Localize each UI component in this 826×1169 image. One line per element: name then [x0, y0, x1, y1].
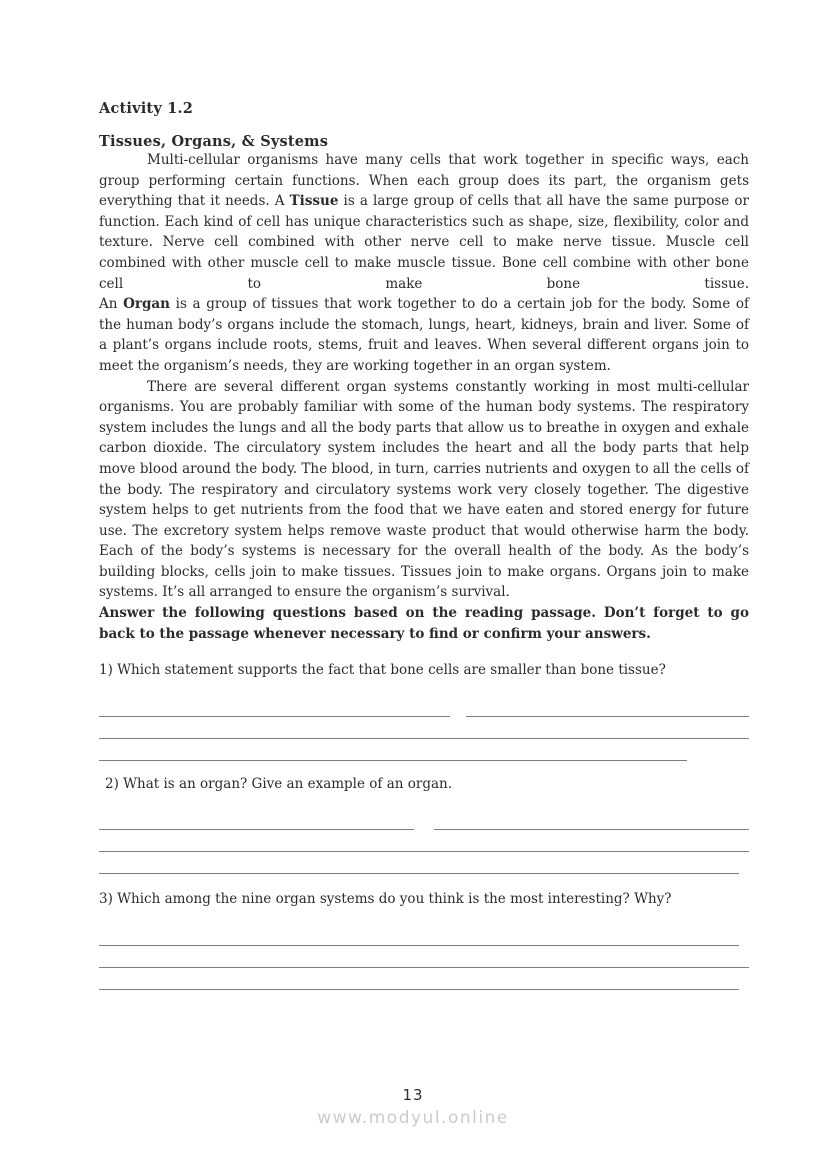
answer-line	[99, 923, 739, 946]
paragraph-text-segment: is a large group of cells that all have the same purpose or function. Each kind of cell has unique characteristics such as shape, size, flexibility, color and texture. Nerve cell combined with other nerve cell to make nerve tissue. Muscle cell combined with other muscle cell to make muscle tissue. Bone cell combine with other bone cell to make bone tissue.	[99, 193, 749, 292]
answer-line	[99, 694, 450, 717]
answer-line	[434, 807, 749, 830]
question-2-answer-area	[99, 807, 749, 873]
answer-line-row	[99, 807, 749, 829]
question-1-answer-area	[99, 694, 749, 760]
answer-line-row	[99, 945, 749, 967]
answer-line	[99, 829, 749, 852]
answer-line	[466, 694, 749, 717]
page-footer	[0, 1086, 826, 1128]
passage-title: Tissues, Organs, & Systems	[99, 133, 329, 150]
answer-line	[99, 967, 739, 990]
document-page	[99, 0, 749, 989]
page-number: 13	[402, 1086, 424, 1104]
answer-line	[99, 945, 749, 968]
answer-line-row	[99, 923, 749, 945]
question-3-answer-area	[99, 923, 749, 989]
paragraph-text-segment: Multi-cellular organisms have many cells that work together in specific ways, each group performing certain functions. When each group does its part, the organism gets everything that it needs. A	[99, 152, 749, 210]
answer-line-row	[99, 716, 749, 738]
question-3-text: 3) Which among the nine organ systems do you think is the most interesting? Why?	[99, 891, 672, 908]
bold-term-tissue: Tissue	[289, 193, 339, 210]
answer-line-row	[99, 851, 749, 873]
answer-line	[99, 716, 749, 739]
bold-term-organ: Organ	[123, 296, 170, 313]
questions-instruction: Answer the following questions based on the reading passage. Don’t forget to go back to the passage whenever necessary to find or confirm your answers.	[99, 605, 749, 642]
question-1-text: 1) Which statement supports the fact that bone cells are smaller than bone tissue?	[99, 662, 666, 679]
paragraph-text-segment: An	[99, 296, 124, 313]
passage-paragraph-1b	[99, 294, 749, 376]
passage-paragraph-1a	[99, 150, 749, 294]
question-2-text: 2) What is an organ? Give an example of an organ.	[105, 775, 452, 792]
answer-line	[99, 807, 414, 830]
answer-line-row	[99, 694, 749, 716]
watermark-text: www.modyul.online	[317, 1108, 509, 1128]
passage-paragraph-2: There are several different organ systems constantly working in most multi-cellular organisms. You are probably familiar with some of the human body systems. The respiratory system includes the lungs and all the body parts that allow us to breathe in oxygen and exhale carbon dioxide. The circulatory system includes the heart and all the body parts that help move blood around the body. The blood, in turn, carries nutrients and oxygen to all the cells of the body. The respiratory and circulatory systems work very closely together. The digestive system helps to get nutrients from the food that we have eaten and stored energy for future use. The excretory system helps remove waste product that would otherwise harm the body. Each of the body’s systems is necessary for the overall health of the body. As the body’s building blocks, cells join to make tissues. Tissues join to make organs. Organs join to make systems. It’s all arranged to ensure the organism’s survival.	[99, 378, 749, 601]
answer-line-row	[99, 829, 749, 851]
answer-line	[99, 851, 739, 874]
answer-line-row	[99, 967, 749, 989]
answer-line	[99, 738, 687, 761]
paragraph-text-segment: is a group of tissues that work together to do a certain job for the body. Some of the human body’s organs include the stomach, lungs, heart, kidneys, brain and liver. Some of a plant’s organs include roots, stems, fruit and leaves. When several different organs join to meet the organism’s needs, they are working together in an organ system.	[99, 296, 749, 374]
answer-line-row	[99, 738, 749, 760]
activity-title: Activity 1.2	[99, 100, 194, 117]
